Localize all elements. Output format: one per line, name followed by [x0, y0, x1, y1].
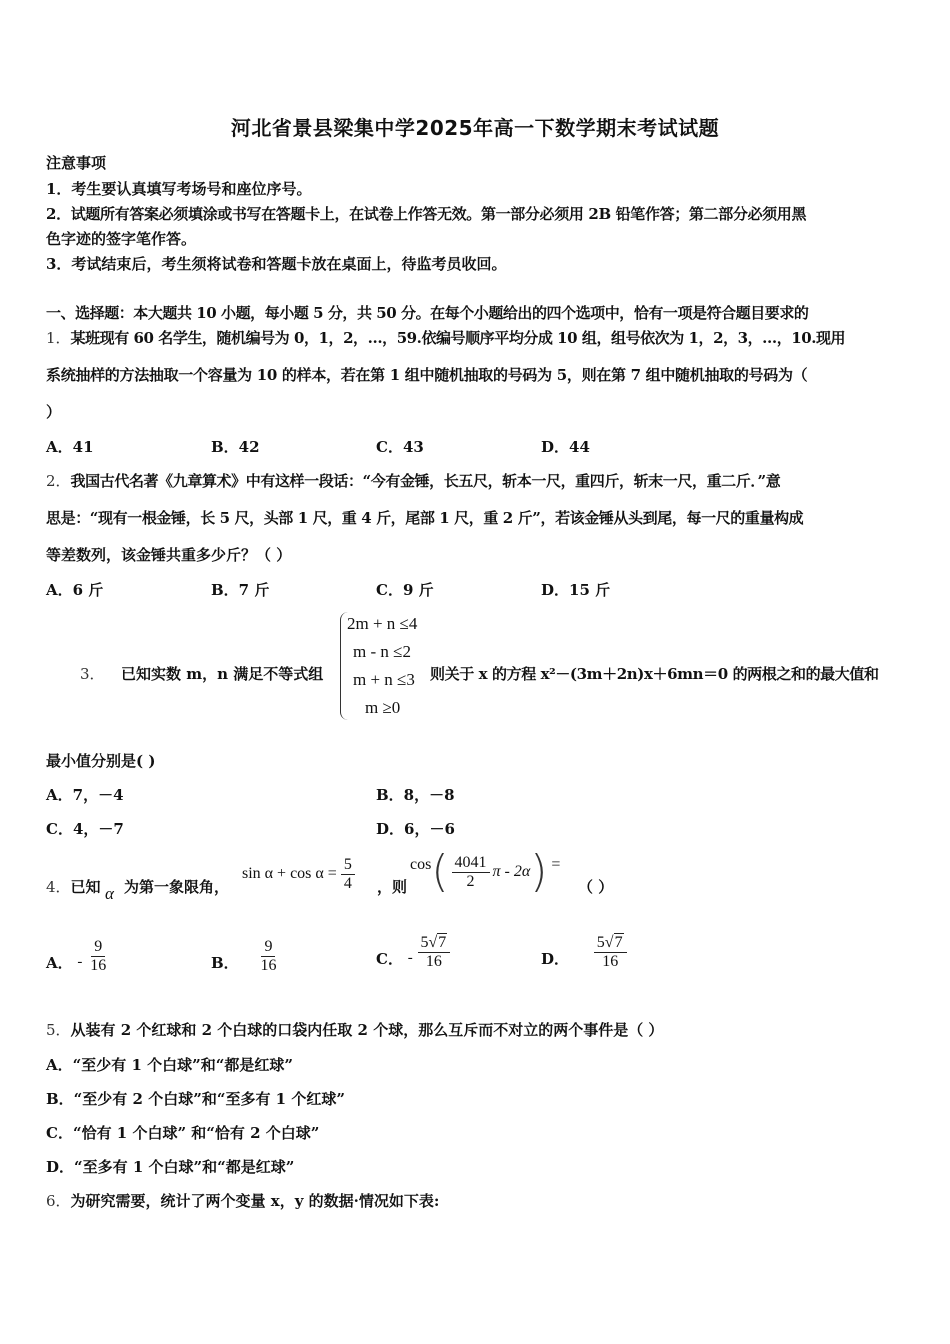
option-b: B． $\frac{9}{16}$ [211, 938, 277, 974]
option-b: B．“至少有 2 个白球”和“至多有 1 个红球” [46, 1090, 345, 1108]
question-number: 4． [46, 878, 71, 896]
question-4-text: 为第一象限角， [124, 878, 230, 896]
option-a: A．6 斤 [46, 581, 104, 599]
question-2-line-2: 思是：“现有一根金锤，长 5 尺，头部 1 尺，重 4 斤，尾部 1 尺，重 2 斤”，若该金锤从头到尾，每一尺的重量构成 [46, 509, 804, 527]
option-c: C． - $\frac{5√7}{16}$ [376, 934, 450, 970]
notice-item-1: 1．考生要认真填写考场号和座位序号。 [46, 180, 312, 198]
option-c: C．9 斤 [376, 581, 434, 599]
notice-item-2: 2．试题所有答案必须填涂或书写在答题卡上，在试卷上作答无效。第一部分必须用 2B 铅笔作答；第二部分必须用黑 [46, 205, 807, 223]
option-d: D． $\frac{5√7}{16}$ [541, 934, 627, 970]
inequality-1: 2m + n ≤4 [347, 614, 418, 633]
question-1-line-3: ） [46, 403, 62, 421]
inequality-2: m - n ≤2 [353, 642, 411, 661]
question-number: 5． [46, 1021, 71, 1039]
option-b: B．7 斤 [211, 581, 270, 599]
question-text: 为研究需要，统计了两个变量 x，y 的数据·情况如下表: [70, 1192, 440, 1210]
inequality-3: m + n ≤3 [353, 670, 415, 689]
inequality-system [340, 612, 433, 720]
option-a: A．41 [46, 438, 94, 456]
question-text: 已知 [70, 878, 101, 896]
question-2-line-3: 等差数列，该金锤共重多少斤？（ ） [46, 546, 292, 564]
option-a: A．7，－4 [46, 786, 124, 804]
option-c: C．43 [376, 438, 424, 456]
question-5 [46, 1019, 663, 1040]
option-b: B．8，－8 [376, 786, 455, 804]
alpha-symbol: α [105, 884, 114, 903]
option-d: D．44 [541, 438, 590, 456]
inequality-4: m ≥0 [365, 698, 401, 717]
question-number: 1． [46, 329, 71, 347]
question-3-equation: 则关于 x 的方程 x²－(3m＋2n)x＋6mn＝0 的两根之和的最大值和 [430, 665, 879, 683]
option-c: C．4，－7 [46, 820, 124, 838]
question-text: 从装有 2 个红球和 2 个白球的口袋内任取 2 个球，那么互斥而不对立的两个事件是（ ） [70, 1021, 664, 1039]
notice-item-2-cont: 色字迹的签字笔作答。 [46, 230, 197, 248]
option-a: A．“至少有 1 个白球”和“都是红球” [46, 1056, 294, 1074]
option-c: C．“恰有 1 个白球” 和“恰有 2 个白球” [46, 1124, 320, 1142]
answer-blank: （ ） [578, 878, 614, 896]
option-a: A． - $\frac{9}{16}$ [46, 938, 107, 974]
cos-expression: cos( $\frac{4041}{2}$ π - 2α) = [410, 846, 561, 897]
notice-heading: 注意事项 [46, 154, 107, 172]
option-b: B．42 [211, 438, 260, 456]
option-d: D．6，－6 [376, 820, 455, 838]
question-text: 某班现有 60 名学生，随机编号为 0，1，2，…，59.依编号顺序平均分成 10 组，组号依次为 1，2，3，…，10.现用 [70, 329, 846, 347]
option-d: D．“至多有 1 个白球”和“都是红球” [46, 1158, 295, 1176]
notice-item-3: 3．考试结束后，考生须将试卷和答题卡放在桌面上，待监考员收回。 [46, 255, 507, 273]
question-2 [46, 470, 780, 491]
option-d: D．15 斤 [541, 581, 611, 599]
question-6 [46, 1190, 439, 1211]
section-heading: 一、选择题：本大题共 10 小题，每小题 5 分，共 50 分。在每个小题给出的四个选项中，恰有一项是符合题目要求的 [46, 304, 809, 322]
question-number: 2． [46, 472, 71, 490]
question-1-line-2: 系统抽样的方法抽取一个容量为 10 的样本，若在第 1 组中随机抽取的号码为 5，则在第 7 组中随机抽取的号码为（ [46, 366, 808, 384]
question-number: 6． [46, 1192, 71, 1210]
question-text: 我国古代名著《九章算术》中有这样一段话：“今有金锤，长五尺，斩本一尺，重四斤，斩末一尺，重二斤．”意 [70, 472, 781, 490]
question-4 [46, 876, 101, 897]
question-number: 3． [80, 665, 105, 683]
question-4-then: ，则 [377, 878, 408, 896]
question-3-line-2: 最小值分别是( ) [46, 752, 156, 770]
question-1 [46, 327, 845, 348]
page-title: 河北省景县梁集中学2025年高一下数学期末考试试题 [230, 116, 720, 140]
question-3-text: 已知实数 m，n 满足不等式组 [121, 665, 324, 683]
sin-cos-equation: sin α + cos α = $\frac{5}{4}$ [242, 856, 355, 892]
